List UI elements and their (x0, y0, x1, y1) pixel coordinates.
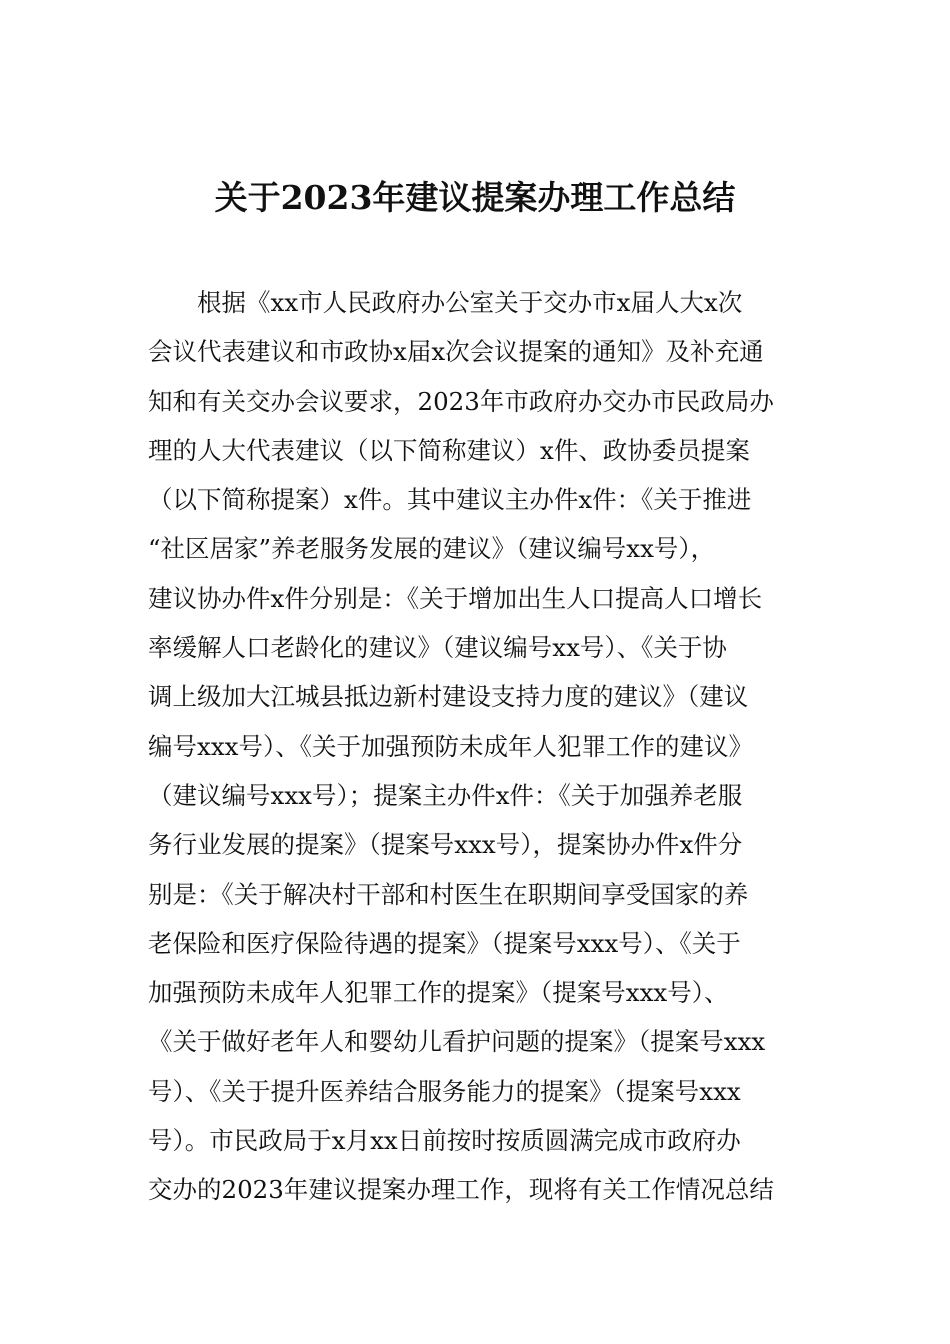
paragraph-line: 调上级加大江城县抵边新村建设支持力度的建议》（建议 (148, 682, 749, 712)
document-body (148, 278, 808, 1215)
paragraph-line: 交办的2023年建议提案办理工作，现将有关工作情况总结 (148, 1175, 774, 1205)
paragraph-line: 号）。市民政局于x月xx日前按时按质圆满完成市政府办 (148, 1126, 741, 1156)
paragraph-line: 务行业发展的提案》（提案号xxx号），提案协办件x件分 (148, 830, 743, 860)
paragraph-line: “社区居家”养老服务发展的建议》（建议编号xx号）， (148, 534, 716, 564)
paragraph-line: 别是：《关于解决村干部和村医生在职期间享受国家的养 (148, 879, 749, 909)
document-title: 关于2023年建议提案办理工作总结 (214, 178, 736, 217)
paragraph-line: 根据《xx市人民政府办公室关于交办市x届人大x次 (197, 288, 743, 317)
paragraph-line: 老保险和医疗保险待遇的提案》（提案号xxx号）、《关于 (148, 928, 741, 958)
paragraph-line: 率缓解人口老龄化的建议》（建议编号xx号）、《关于协 (148, 633, 727, 663)
paragraph-line: 会议代表建议和市政协x届x次会议提案的通知》及补充通 (148, 337, 764, 367)
paragraph-line: 编号xxx号）、《关于加强预防未成年人犯罪工作的建议》 (148, 731, 753, 761)
paragraph-line: 加强预防未成年人犯罪工作的提案》（提案号xxx号）、 (148, 978, 729, 1008)
paragraph-line: （以下简称提案）x件。其中建议主办件x件：《关于推进 (148, 485, 752, 515)
paragraph-line: 建议协办件x件分别是：《关于增加出生人口提高人口增长 (148, 583, 763, 613)
paragraph-line: 《关于做好老年人和婴幼儿看护问题的提案》（提案号xxx (148, 1027, 766, 1057)
paragraph-line: 知和有关交办会议要求，2023年市政府办交办市民政局办 (148, 386, 774, 416)
paragraph-line: 号）、《关于提升医养结合服务能力的提案》（提案号xxx (148, 1076, 741, 1106)
paragraph-line: （建议编号xxx号）；提案主办件x件：《关于加强养老服 (148, 780, 743, 810)
paragraph-line: 理的人大代表建议（以下简称建议）x件、政协委员提案 (148, 435, 750, 465)
